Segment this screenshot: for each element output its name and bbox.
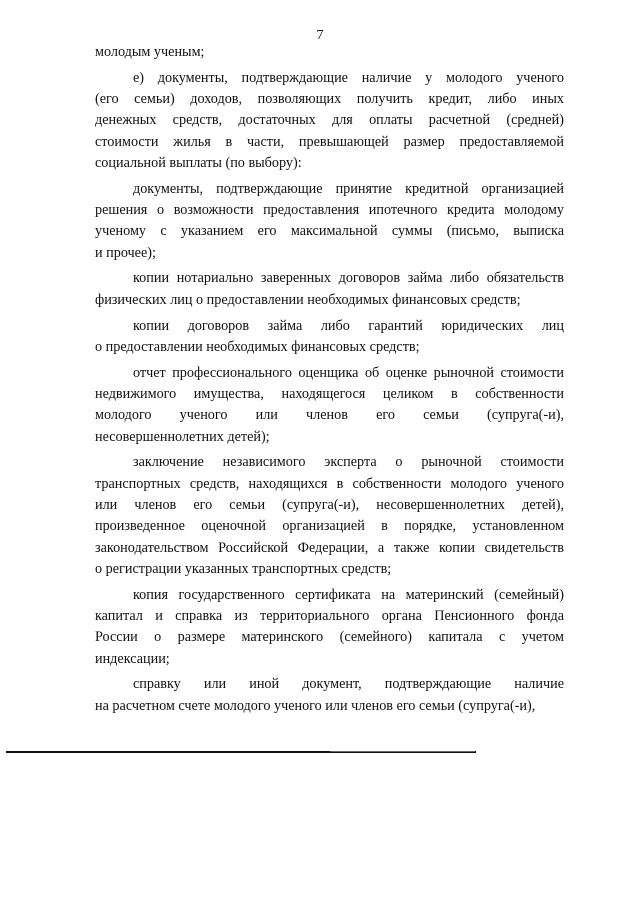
- text-line: копия государственного сертификата на материнский (семейный): [133, 586, 564, 603]
- text-line: недвижимого имущества, находящегося целиком в собственности: [95, 385, 564, 402]
- paragraph: [95, 68, 564, 174]
- footer-divider-tail: [330, 751, 475, 752]
- text-line: копии нотариально заверенных договоров займа либо обязательств: [133, 270, 564, 287]
- text-line: (его семьи) доходов, позволяющих получить кредит, либо иных: [95, 91, 564, 108]
- text-line: законодательством Российской Федерации, а также копии свидетельств: [95, 539, 564, 556]
- text-line: денежных средств, достаточных для оплаты расчетной (средней): [95, 112, 564, 129]
- paragraph: [95, 42, 564, 63]
- text-line: о регистрации указанных транспортных средств;: [95, 560, 392, 577]
- document-body: [95, 42, 564, 717]
- paragraph: [95, 179, 564, 264]
- text-line: о предоставлении необходимых финансовых средств;: [95, 338, 420, 355]
- paragraph: [95, 268, 564, 311]
- text-line: е) документы, подтверждающие наличие у молодого ученого: [133, 69, 564, 86]
- text-line: физических лиц о предоставлении необходимых финансовых средств;: [95, 291, 521, 308]
- text-line: заключение независимого эксперта о рыночной стоимости: [133, 454, 564, 471]
- paragraph: [95, 452, 564, 580]
- page-number: 7: [316, 28, 324, 43]
- text-line: или членов его семьи (супруга(-и), несовершеннолетних детей),: [95, 496, 564, 513]
- paragraph: [95, 674, 564, 717]
- text-line: на расчетном счете молодого ученого или членов его семьи (супруга(-и),: [95, 697, 536, 714]
- text-line: России о размере материнского (семейного) капитала с учетом: [95, 629, 564, 646]
- text-line: индексации;: [95, 650, 170, 667]
- text-line: копии договоров займа либо гарантий юридических лиц: [133, 317, 564, 334]
- paragraph: [95, 316, 564, 359]
- text-line: ученому с указанием его максимальной суммы (письмо, выписка: [95, 223, 564, 240]
- paragraph: [95, 585, 564, 670]
- text-line: произведенное оценочной организацией в порядке, установленном: [95, 518, 564, 535]
- text-line: капитал и справка из территориального органа Пенсионного фонда: [95, 607, 564, 624]
- text-line: транспортных средств, находящихся в собственности молодого ученого: [95, 475, 564, 492]
- text-line: социальной выплаты (по выбору):: [95, 154, 302, 171]
- text-line: отчет профессионального оценщика об оценке рыночной стоимости: [133, 364, 564, 381]
- text-line: решения о возможности предоставления ипотечного кредита молодому: [95, 202, 564, 219]
- paragraph: [95, 363, 564, 448]
- text-line: документы, подтверждающие принятие кредитной организацией: [133, 180, 564, 197]
- text-line: молодого ученого или членов его семьи (супруга(-и),: [95, 407, 564, 424]
- text-line: несовершеннолетних детей);: [95, 428, 270, 445]
- text-line: стоимости жилья в части, превышающей размер предоставляемой: [95, 133, 564, 150]
- text-line: молодым ученым;: [95, 44, 205, 60]
- text-line: справку или иной документ, подтверждающие наличие: [133, 676, 564, 693]
- text-line: и прочее);: [95, 244, 156, 261]
